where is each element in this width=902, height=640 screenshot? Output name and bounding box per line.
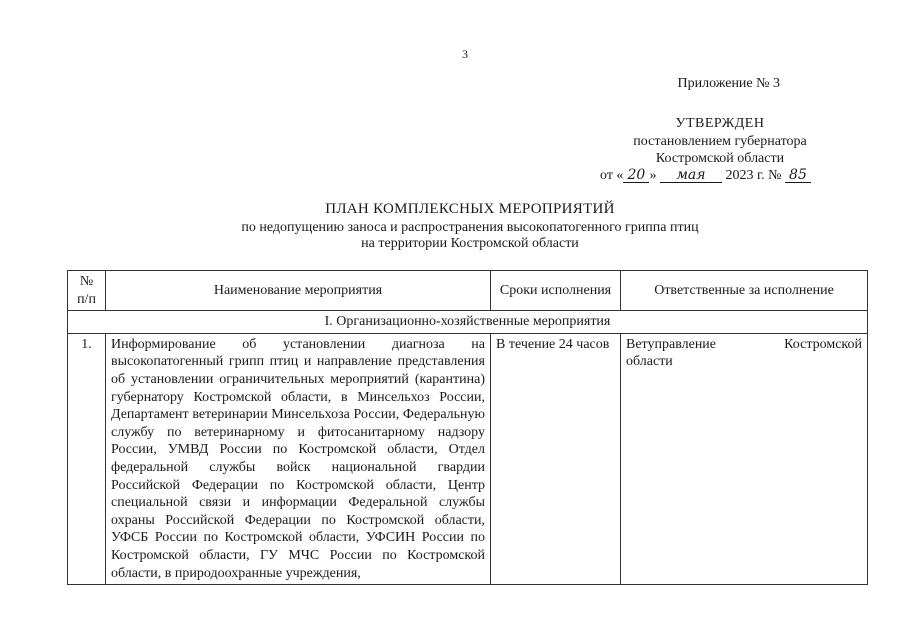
responsible-part3: области <box>626 354 673 370</box>
handwritten-day: 20 <box>623 168 649 183</box>
table-header-row <box>68 271 868 311</box>
handwritten-number: 85 <box>785 168 811 183</box>
document-subtitle-1: по недопущению заноса и распространения высокопатогенного гриппа птиц <box>241 220 699 235</box>
page-number: 3 <box>462 47 468 61</box>
header-num: № п/п <box>68 271 106 311</box>
responsible-part2: Костромской <box>784 336 862 352</box>
date-mid: » <box>649 168 657 183</box>
row-deadline: В течение 24 часов <box>491 333 621 584</box>
handwritten-month: мая <box>660 168 722 183</box>
approved-region-line: Костромской области <box>655 151 785 166</box>
section-title: I. Организационно-хозяйственные мероприятия <box>68 311 868 334</box>
plan-table <box>67 270 868 585</box>
appendix-label: Приложение № 3 <box>677 76 780 91</box>
approved-by-line: постановлением губернатора <box>633 134 807 149</box>
date-year: 2023 г. № <box>725 168 782 183</box>
table-row <box>68 333 868 584</box>
approval-date-line <box>600 168 860 184</box>
document-title: ПЛАН КОМПЛЕКСНЫХ МЕРОПРИЯТИЙ <box>325 201 615 217</box>
row-num: 1. <box>68 333 106 584</box>
document-subtitle-2: на территории Костромской области <box>361 236 579 251</box>
row-responsible <box>621 333 868 584</box>
row-name: Информирование об установлении диагноза на высокопатогенный грипп птиц и направление представления об установлении ограничительных мероприятий (карантина) губернатору Костромской области, в Минсельхоз России, Департамент ветеринарии Минсельхоза России, Федеральную службу по ветеринарному и фитосанитарному надзору России, УМВД России по Костромской области, Отдел федеральной службы войск национальной гвардии Российской Федерации по Костромской области, Центр специальной связи и информации Федеральной службы охраны Российской Федерации по Костромской области, УФСБ России по Костромской области, УФСИН России по Костромской области, ГУ МЧС России по Костромской области, в природоохранные учреждения, <box>106 333 491 584</box>
date-prefix: от « <box>600 168 624 183</box>
header-responsible: Ответственные за исполнение <box>621 271 868 311</box>
header-name: Наименование мероприятия <box>106 271 491 311</box>
responsible-part1: Ветуправление <box>626 336 717 352</box>
section-row <box>68 311 868 334</box>
header-deadline: Сроки исполнения <box>491 271 621 311</box>
approved-title: УТВЕРЖДЕН <box>675 116 765 131</box>
